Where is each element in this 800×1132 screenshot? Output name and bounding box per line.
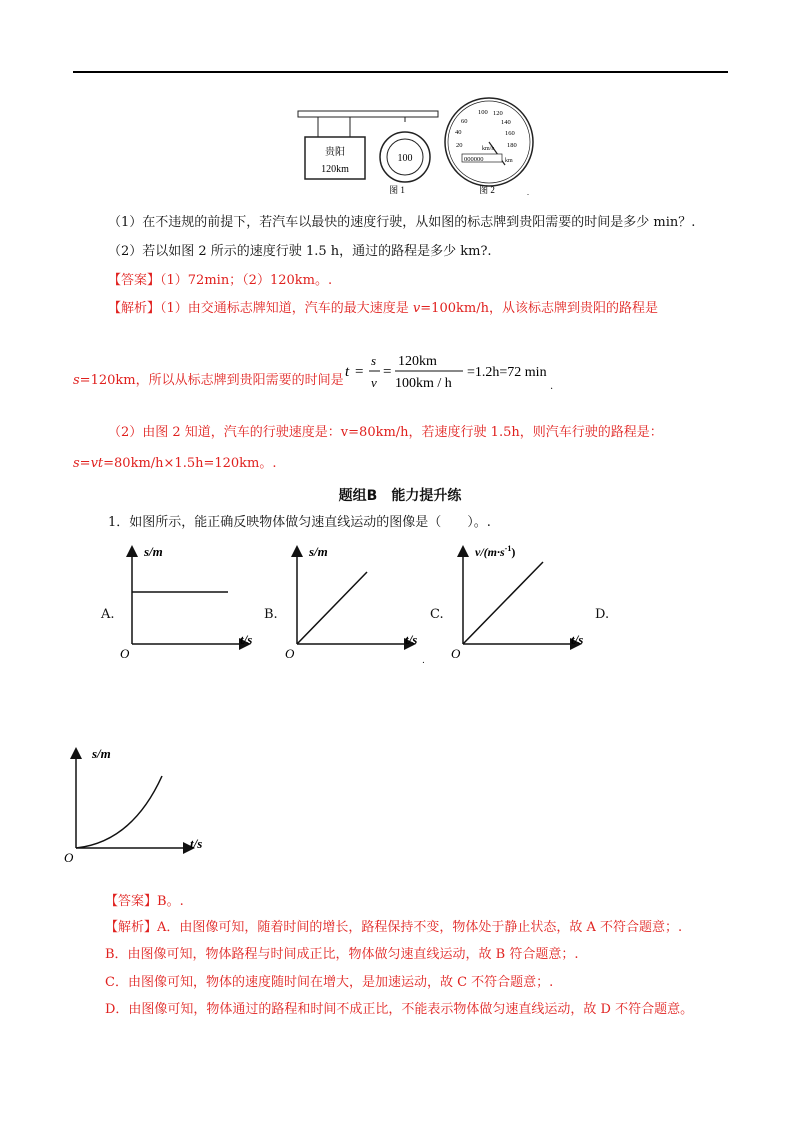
question-2: （2）若以如图 2 所示的速度行驶 1.5 h，通过的路程是多少 km?. <box>108 244 492 259</box>
analysis-1-line1: 【解析】（1）由交通标志牌知道，汽车的最大速度是 v=100km/h，从该标志牌到贵阳的路程是 <box>108 301 658 316</box>
y-axis-label: s/m <box>144 544 163 559</box>
y-axis-label: s/m <box>309 544 328 559</box>
x-axis-label: t/s <box>190 836 203 851</box>
option-c-label: C. <box>430 607 444 622</box>
origin-label: O <box>285 646 295 661</box>
svg-text:60: 60 <box>461 118 468 125</box>
analysis-2-b: B．由图像可知，物体路程与时间成正比，物体做匀速直线运动，故 B 符合题意；. <box>105 947 579 962</box>
question-1: （1）在不违规的前提下，若汽车以最快的速度行驶，从如图的标志牌到贵阳需要的时间是多少 min？. <box>108 215 696 230</box>
svg-text:120km: 120km <box>398 354 437 369</box>
graph-b-line <box>297 572 367 644</box>
header-rule <box>73 71 728 73</box>
question-3: 1．如图所示，能正确反映物体做匀速直线运动的图像是（ ）。. <box>108 515 491 530</box>
svg-text:120: 120 <box>493 110 503 117</box>
svg-text:=: = <box>383 364 392 380</box>
analysis-2-a: 【解析】A．由图像可知，随着时间的增长，路程保持不变，物体处于静止状态，故 A 不符合题意；. <box>105 920 683 935</box>
analysis-1-line3: （2）由图 2 知道，汽车的行驶速度是：v=80km/h，若速度行驶 1.5h，则汽车行驶的路程是： <box>108 425 663 440</box>
svg-text:t: t <box>345 364 350 380</box>
section-title: 题组B 能力提升练 <box>338 488 462 504</box>
svg-text:160: 160 <box>505 130 515 137</box>
svg-text:40: 40 <box>455 129 462 136</box>
origin-label: O <box>120 646 130 661</box>
option-b-label: B. <box>264 607 278 622</box>
analysis-2-c: C．由图像可知，物体的速度随时间在增大，是加速运动，故 C 不符合题意；. <box>105 975 554 990</box>
svg-text:s: s <box>371 353 377 368</box>
x-axis-label: t/s <box>405 632 418 647</box>
sign-city: 贵阳 <box>325 147 345 158</box>
graph-d <box>62 742 222 867</box>
option-a-label: A. <box>101 607 115 622</box>
svg-text:000000: 000000 <box>464 156 484 163</box>
sign-distance: 120km <box>321 164 349 175</box>
x-axis-label: t/s <box>240 632 253 647</box>
svg-text:=1.2h=72 min: =1.2h=72 min <box>467 365 547 380</box>
graph-c-line <box>463 562 543 644</box>
y-axis-label: $v/(m\cdot s^{-1})$ <box>475 544 516 559</box>
graph-b <box>283 540 433 665</box>
figure-sign-speedometer <box>295 95 545 203</box>
y-axis-label: s/m <box>92 746 111 761</box>
svg-text:100km / h: 100km / h <box>395 376 452 391</box>
svg-text:140: 140 <box>501 119 511 126</box>
origin-label: O <box>64 850 74 865</box>
graph-a <box>118 540 268 665</box>
svg-text:v: v <box>371 375 377 390</box>
svg-text:km/h: km/h <box>482 146 495 152</box>
analysis-1-line2: s=120km，所以从标志牌到贵阳需要的时间是 <box>73 373 344 388</box>
x-axis-label: t/s <box>571 632 584 647</box>
analysis-1-line4: s=vt=80km/h×1.5h=120km。. <box>73 456 277 471</box>
speed-limit-value: 100 <box>397 153 413 164</box>
svg-text:100: 100 <box>478 109 488 116</box>
svg-text:.: . <box>527 188 529 197</box>
time-formula <box>345 350 560 394</box>
svg-text:20: 20 <box>456 142 463 149</box>
graph-c <box>449 540 599 665</box>
answer-2: 【答案】B。. <box>105 894 184 909</box>
answer-1: 【答案】（1）72min；（2）120km。. <box>108 273 333 288</box>
origin-label: O <box>451 646 461 661</box>
option-d-label: D. <box>595 607 610 622</box>
caption-fig2: 图 2 <box>479 185 495 195</box>
analysis-2-d: D．由图像可知，物体通过的路程和时间不成正比，不能表示物体做匀速直线运动，故 D 不符合题意。 <box>105 1002 694 1017</box>
svg-text:=: = <box>355 364 364 380</box>
graph-d-curve <box>76 776 162 848</box>
svg-text:km: km <box>505 158 513 164</box>
svg-text:180: 180 <box>507 142 517 149</box>
caption-fig1: 图 1 <box>389 185 405 195</box>
